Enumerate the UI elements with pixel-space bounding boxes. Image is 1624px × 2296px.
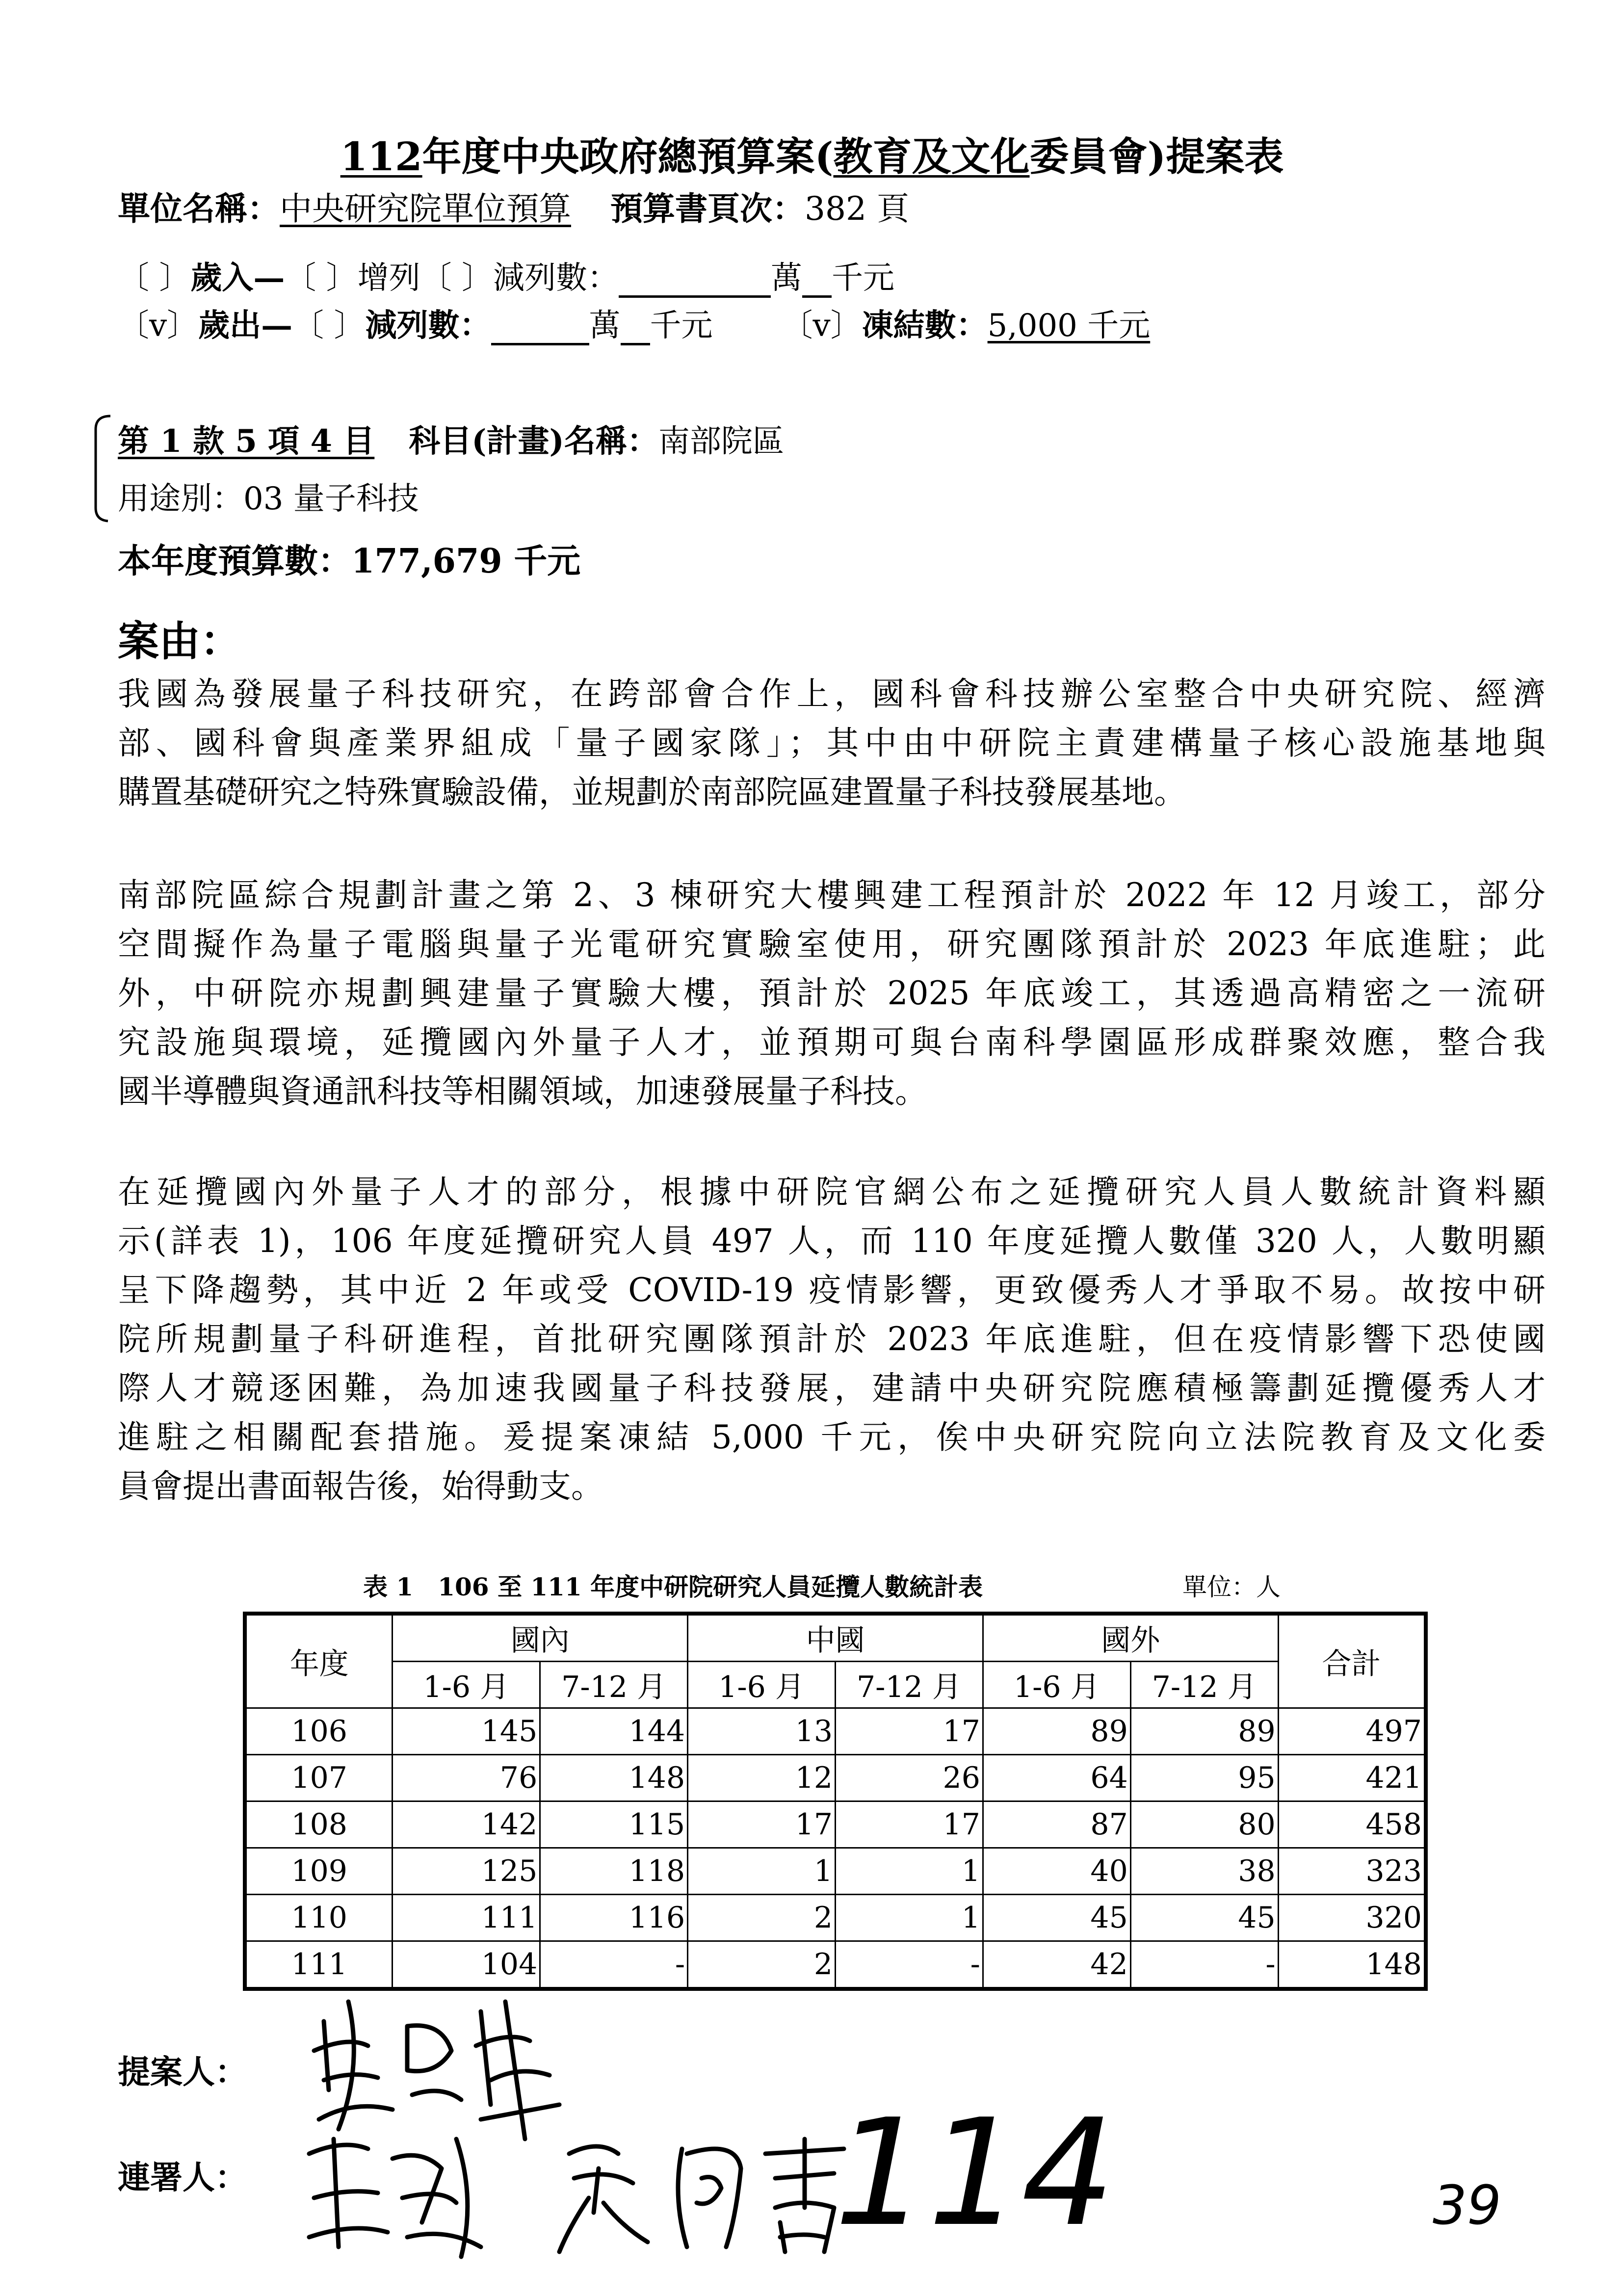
use-value: 03 量子科技: [243, 481, 419, 517]
reason-line: 南部院區綜合規劃計畫之第 2、3 棟研究大樓興建工程預計於 2022 年 12 月竣工，部分: [118, 876, 1545, 914]
budget-label: 本年度預算數：: [118, 542, 352, 581]
table-caption: 表 1 106 至 111 年度中研院研究人員延攬人數統計表: [363, 1572, 983, 1601]
exp-qian-blank: [621, 313, 650, 345]
reason-line: 際人才競逐困難，為加速我國量子科技發展，建請中央研究院應積極籌劃延攬優秀人才: [118, 1369, 1545, 1407]
reason-heading: 案由：: [118, 617, 242, 665]
reason-line: 在延攬國內外量子人才的部分，根據中研院官網公布之延攬研究人員人數統計資料顯: [118, 1173, 1545, 1211]
cell-value: 142: [393, 1801, 540, 1848]
header-foreign: 國外: [983, 1614, 1278, 1662]
page-mark: 39: [1433, 2174, 1501, 2237]
table-row: [245, 1895, 1426, 1941]
item-line: [118, 416, 784, 461]
cell-value: 17: [688, 1801, 836, 1848]
page-label: 預算書頁次：: [610, 189, 805, 228]
expenditure-line: [118, 300, 1150, 345]
table-unit: 單位：人: [1182, 1573, 1281, 1601]
cell-value: 115: [540, 1801, 688, 1848]
wan-blank: [619, 266, 771, 298]
qian-blank: [802, 266, 832, 298]
cell-value: 17: [836, 1801, 983, 1848]
reason-line: 究設施與環境，延攬國內外量子人才，並預期可與台南科學園區形成群聚效應，整合我: [118, 1023, 1545, 1061]
cosigner-label: 連署人：: [118, 2158, 247, 2196]
unit-line: [118, 183, 909, 229]
cell-value: 26: [836, 1755, 983, 1801]
cell-year: 107: [245, 1755, 393, 1801]
cell-value: 42: [983, 1941, 1130, 1989]
freeze-checkbox: 〔v〕: [781, 308, 862, 344]
reason-line: 國半導體與資通訊科技等相關領域，加速發展量子科技。: [118, 1072, 927, 1110]
page-value: 382 頁: [805, 190, 909, 228]
header-year: 年度: [245, 1614, 393, 1708]
exp-qian-label: 千元: [650, 308, 713, 344]
unit-value: 中央研究院單位預算: [280, 190, 571, 228]
revenue-checkbox: 〔 〕: [118, 260, 191, 296]
budget-line: [118, 535, 580, 582]
cell-value: 2: [688, 1895, 836, 1941]
table-row: [245, 1755, 1426, 1801]
cell-value: 64: [983, 1755, 1130, 1801]
cell-value: -: [1130, 1941, 1278, 1989]
cell-value: 2: [688, 1941, 836, 1989]
cell-value: 45: [983, 1895, 1130, 1941]
cell-value: -: [540, 1941, 688, 1989]
expenditure-checkbox: 〔v〕: [118, 308, 199, 344]
reason-line: 部、國科會與產業界組成「量子國家隊」；其中由中研院主責建構量子核心設施基地與: [118, 724, 1545, 762]
table-row: [245, 1801, 1426, 1848]
cell-year: 110: [245, 1895, 393, 1941]
cell-value: 320: [1278, 1895, 1426, 1941]
cell-value: 1: [836, 1895, 983, 1941]
exp-wan-label: 萬: [589, 308, 621, 344]
cell-value: 323: [1278, 1848, 1426, 1895]
header-sub: 1-6 月: [983, 1662, 1130, 1708]
table-row: [245, 1941, 1426, 1989]
cell-value: -: [836, 1941, 983, 1989]
item-name-label: 科目(計畫)名稱：: [409, 423, 658, 460]
reason-line: 院所規劃量子科研進程，首批研究團隊預計於 2023 年底進駐，但在疫情影響下恐使國: [118, 1320, 1545, 1358]
cell-value: 118: [540, 1848, 688, 1895]
table-body: [245, 1708, 1426, 1989]
cell-value: 95: [1130, 1755, 1278, 1801]
title-committee: 教育及文化: [833, 133, 1030, 180]
header-sub: 7-12 月: [540, 1662, 688, 1708]
item-code: 第 1 款 5 項 4 目: [118, 423, 375, 460]
cell-value: 89: [1130, 1708, 1278, 1755]
cell-value: 111: [393, 1895, 540, 1941]
exp-wan-blank: [491, 313, 589, 345]
reason-line: 進駐之相關配套措施。爰提案凍結 5,000 千元，俟中央研究院向立法院教育及文化委: [118, 1418, 1545, 1456]
title-year: 112: [340, 133, 422, 180]
increase-checkbox: 〔 〕: [285, 260, 358, 296]
reason-line: 我國為發展量子科技研究，在跨部會合作上，國科會科技辦公室整合中央研究院、經濟: [118, 675, 1545, 713]
unit-label: 單位名稱：: [118, 189, 280, 228]
reason-line: 外，中研院亦規劃興建量子實驗大樓，預計於 2025 年底竣工，其透過高精密之一流研: [118, 974, 1545, 1012]
budget-value: 177,679 千元: [351, 542, 581, 581]
cell-value: 458: [1278, 1801, 1426, 1848]
cell-value: 116: [540, 1895, 688, 1941]
cell-year: 108: [245, 1801, 393, 1848]
expenditure-label: 歲出—: [198, 307, 293, 344]
cell-value: 87: [983, 1801, 1130, 1848]
title-tail: 委員會)提案表: [1029, 133, 1284, 180]
reason-line: 呈下降趨勢，其中近 2 年或受 COVID-19 疫情影響，更致優秀人才爭取不易。故按中研: [118, 1271, 1545, 1309]
cell-value: 148: [1278, 1941, 1426, 1989]
cell-year: 106: [245, 1708, 393, 1755]
cell-value: 148: [540, 1755, 688, 1801]
use-line: [118, 473, 419, 519]
cell-value: 17: [836, 1708, 983, 1755]
cell-value: 38: [1130, 1848, 1278, 1895]
cell-year: 109: [245, 1848, 393, 1895]
recruitment-table: [243, 1612, 1428, 1991]
cell-value: 89: [983, 1708, 1130, 1755]
item-name-value: 南部院區: [658, 423, 784, 460]
cell-value: 1: [688, 1848, 836, 1895]
reason-line: 示(詳表 1)，106 年度延攬研究人員 497 人，而 110 年度延攬人數僅 320 人，人數明顯: [118, 1222, 1545, 1260]
qian-label: 千元: [832, 260, 895, 296]
cell-value: 104: [393, 1941, 540, 1989]
header-china: 中國: [688, 1614, 983, 1662]
cell-value: 76: [393, 1755, 540, 1801]
cell-value: 145: [393, 1708, 540, 1755]
cell-value: 497: [1278, 1708, 1426, 1755]
cell-value: 144: [540, 1708, 688, 1755]
use-label: 用途別：: [118, 481, 243, 517]
cell-value: 45: [1130, 1895, 1278, 1941]
handwritten-signatures: [294, 1992, 1276, 2267]
cell-value: 13: [688, 1708, 836, 1755]
document-title: [0, 125, 1624, 182]
reason-line: 購置基礎研究之特殊實驗設備，並規劃於南部院區建置量子科技發展基地。: [118, 773, 1186, 811]
header-sub: 7-12 月: [1130, 1662, 1278, 1708]
freeze-value: 5,000 千元: [987, 308, 1151, 344]
header-sub: 1-6 月: [688, 1662, 836, 1708]
header-total: 合計: [1278, 1614, 1426, 1708]
handwritten-number: 114: [834, 2087, 1115, 2259]
exp-decrease-checkbox: 〔 〕: [292, 308, 366, 344]
increase-label: 增列: [357, 260, 420, 296]
table-row: [245, 1848, 1426, 1895]
wan-label: 萬: [771, 260, 803, 296]
reason-line: 員會提出書面報告後，始得動支。: [118, 1467, 603, 1505]
table-row: [245, 1708, 1426, 1755]
header-domestic: 國內: [393, 1614, 688, 1662]
cell-year: 111: [245, 1941, 393, 1989]
revenue-label: 歲入—: [190, 260, 285, 296]
cell-value: 125: [393, 1848, 540, 1895]
brace-mark: [88, 412, 118, 525]
cell-value: 40: [983, 1848, 1130, 1895]
freeze-label: 凍結數：: [862, 307, 988, 344]
header-sub: 7-12 月: [836, 1662, 983, 1708]
cell-value: 80: [1130, 1801, 1278, 1848]
decrease-label: 減列數：: [493, 260, 619, 296]
title-mid: 年度中央政府總預算案(: [422, 133, 834, 180]
revenue-line: [118, 253, 894, 298]
reason-line: 空間擬作為量子電腦與量子光電研究實驗室使用，研究團隊預計於 2023 年底進駐；此: [118, 925, 1545, 963]
decrease-checkbox: 〔 〕: [420, 260, 494, 296]
exp-decrease-label: 減列數：: [365, 307, 491, 344]
cell-value: 12: [688, 1755, 836, 1801]
proposer-label: 提案人：: [118, 2053, 247, 2091]
header-sub: 1-6 月: [393, 1662, 540, 1708]
cell-value: 1: [836, 1848, 983, 1895]
cell-value: 421: [1278, 1755, 1426, 1801]
